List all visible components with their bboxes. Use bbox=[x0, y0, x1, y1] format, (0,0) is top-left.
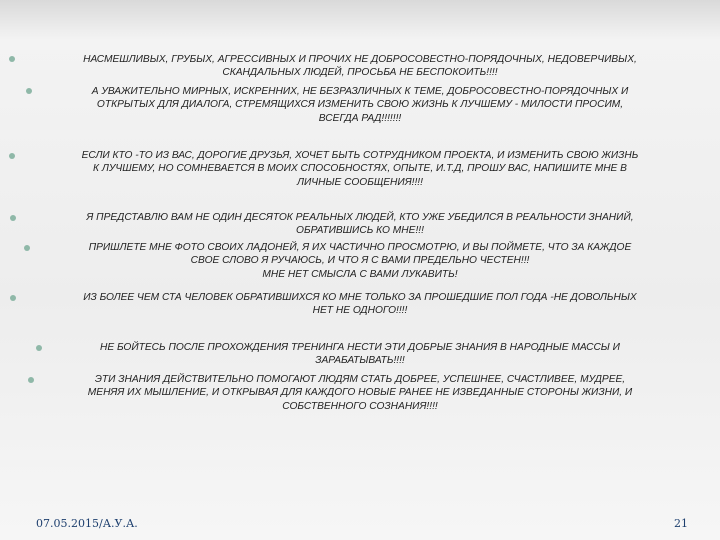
bullet-text bbox=[0, 53, 720, 80]
text-line: НЕ БОЙТЕСЬ ПОСЛЕ ПРОХОЖДЕНИЯ ТРЕНИНГА НЕСТИ ЭТИ ДОБРЫЕ ЗНАНИЯ В НАРОДНЫЕ МАССЫ И bbox=[100, 342, 620, 353]
text-line: СВОЕ СЛОВО Я РУЧАЮСЬ, И ЧТО Я С ВАМИ ПРЕДЕЛЬНО ЧЕСТЕН!!! bbox=[190, 255, 530, 267]
bullet-text bbox=[0, 291, 720, 318]
bullet-text bbox=[0, 211, 720, 238]
text-line: А УВАЖИТЕЛЬНО МИРНЫХ, ИСКРЕННИХ, НЕ БЕЗРАЗЛИЧНЫХ К ТЕМЕ, ДОБРОСОВЕСТНО-ПОРЯДОЧНЫХ И bbox=[91, 86, 629, 97]
text-line: НЕТ НЕ ОДНОГО!!!! bbox=[312, 305, 408, 317]
text-line: СКАНДАЛЬНЫХ ЛЮДЕЙ, ПРОСЬБА НЕ БЕСПОКОИТЬ!!!! bbox=[222, 67, 498, 79]
text-line: ПРИШЛЕТЕ МНЕ ФОТО СВОИХ ЛАДОНЕЙ, Я ИХ ЧАСТИЧНО ПРОСМОТРЮ, И ВЫ ПОЙМЕТЕ, ЧТО ЗА КАЖДОЕ bbox=[88, 242, 632, 253]
text-line: ОБРАТИВШИСЬ КО МНЕ!!! bbox=[296, 225, 424, 237]
text-line: МЕНЯЯ ИХ МЫШЛЕНИЕ, И ОТКРЫВАЯ ДЛЯ КАЖДОГО НОВЫЕ РАНЕЕ НЕ ИЗВЕДАННЫЕ СТОРОНЫ ЖИЗНИ, И bbox=[87, 387, 633, 399]
text-line: ВСЕГДА РАД!!!!!!! bbox=[318, 112, 402, 124]
text-line: ОТКРЫТЫХ ДЛЯ ДИАЛОГА, СТРЕМЯЩИХСЯ ИЗМЕНИТЬ СВОЮ ЖИЗНЬ К ЛУЧШЕМУ - МИЛОСТИ ПРОСИМ, bbox=[96, 99, 624, 111]
bullet-text bbox=[0, 241, 720, 281]
bullet-text bbox=[0, 149, 720, 189]
text-line: СОБСТВЕННОГО СОЗНАНИЯ!!!! bbox=[282, 400, 438, 412]
header-band bbox=[0, 0, 720, 40]
text-line: ЛИЧНЫЕ СООБЩЕНИЯ!!!! bbox=[297, 176, 423, 188]
bullet-text bbox=[0, 85, 720, 125]
text-line: ЗАРАБАТЫВАТЬ!!!! bbox=[315, 355, 405, 367]
page-number: 21 bbox=[674, 517, 688, 530]
text-line: НАСМЕШЛИВЫХ, ГРУБЫХ, АГРЕССИВНЫХ И ПРОЧИХ НЕ ДОБРОСОВЕСТНО-ПОРЯДОЧНЫХ, НЕДОВЕРЧИВЫХ, bbox=[83, 54, 637, 65]
text-line: Я ПРЕДСТАВЛЮ ВАМ НЕ ОДИН ДЕСЯТОК РЕАЛЬНЫХ ЛЮДЕЙ, КТО УЖЕ УБЕДИЛСЯ В РЕАЛЬНОСТИ ЗНАНИЙ, bbox=[86, 212, 634, 223]
text-line: К ЛУЧШЕМУ, НО СОМНЕВАЕТСЯ В МОИХ СПОСОБНОСТЯХ, ОПЫТЕ, И.Т.Д, ПРОШУ ВАС, НАПИШИТЕ МНЕ В bbox=[93, 163, 627, 175]
text-line: ЭТИ ЗНАНИЯ ДЕЙСТВИТЕЛЬНО ПОМОГАЮТ ЛЮДЯМ СТАТЬ ДОБРЕЕ, УСПЕШНЕЕ, СЧАСТЛИВЕЕ, МУДРЕЕ, bbox=[94, 374, 626, 385]
text-line: ЕСЛИ КТО -ТО ИЗ ВАС, ДОРОГИЕ ДРУЗЬЯ, ХОЧЕТ БЫТЬ СОТРУДНИКОМ ПРОЕКТА, И ИЗМЕНИТЬ СВОЮ ЖИЗНЬ bbox=[81, 150, 639, 161]
bullet-text bbox=[0, 341, 720, 368]
text-line: ИЗ БОЛЕЕ ЧЕМ СТА ЧЕЛОВЕК ОБРАТИВШИХСЯ КО МНЕ ТОЛЬКО ЗА ПРОШЕДШИЕ ПОЛ ГОДА -НЕ ДОВОЛЬНЫХ bbox=[83, 292, 637, 303]
text-line: МНЕ НЕТ СМЫСЛА С ВАМИ ЛУКАВИТЬ! bbox=[262, 268, 458, 280]
footer-date-author: 07.05.2015/А.У.А. bbox=[36, 517, 138, 530]
bullet-text bbox=[0, 373, 720, 413]
